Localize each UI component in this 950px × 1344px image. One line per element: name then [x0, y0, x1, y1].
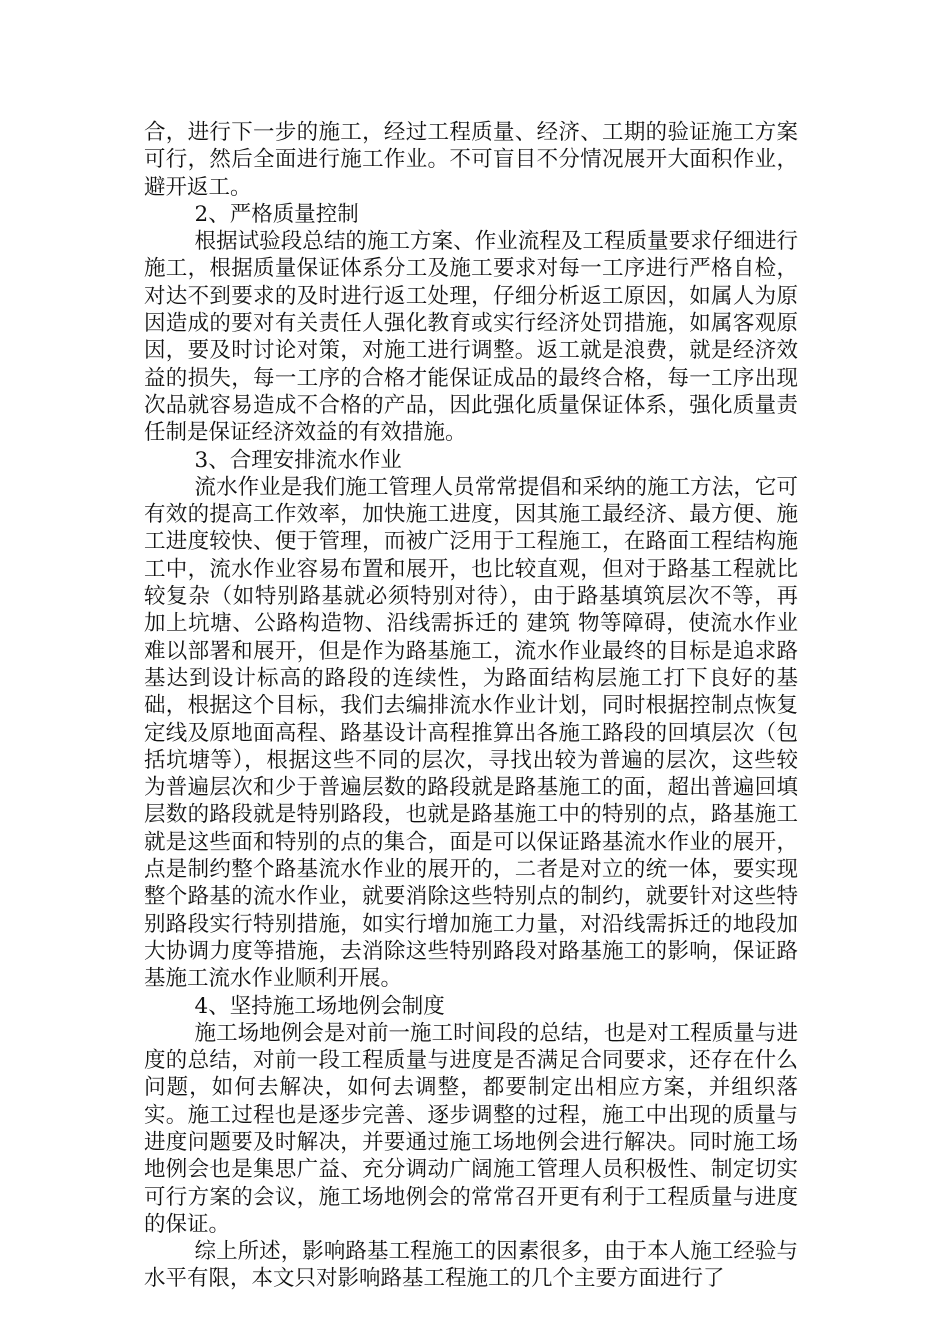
document-page: [144, 119, 798, 1293]
paragraph-site-meeting: 施工场地例会是对前一施工时间段的总结，也是对工程质量与进度的总结，对前一段工程质量与进度是否满足合同要求，还存在什么问题，如何去解决，如何去调整，都要制定出相应方案，并组织落实。施工过程也是逐步完善、逐步调整的过程，施工中出现的质量与进度问题要及时解决，并要通过施工场地例会进行解决。同时施工场地例会也是集思广益、充分调动广阔施工管理人员积极性、制定切实可行方案的会议，施工场地例会的常常召开更有利于工程质量与进度的保证。: [144, 1020, 798, 1237]
paragraph-continuation: 合，进行下一步的施工，经过工程质量、经济、工期的验证施工方案可行，然后全面进行施工作业。不可盲目不分情况展开大面积作业，避开返工。: [144, 120, 798, 200]
section-heading-quality-control: 2、严格质量控制: [194, 201, 359, 227]
section-heading-flow-operation: 3、合理安排流水作业: [194, 447, 402, 473]
paragraph-flow-operation: 流水作业是我们施工管理人员常常提倡和采纳的施工方法，它可有效的提高工作效率，加快施工进度，因其施工最经济、最方便、施工进度较快、便于管理，而被广泛用于工程施工，在路面工程结构施工中，流水作业容易布置和展开，也比较直观，但对于路基工程就比较复杂（如特别路基就必须特别对待），由于路基填筑层次不等，再加上坑塘、公路构造物、沿线需拆迁的 建筑 物等障碍，使流水作业难以部署和展开，但是作为路基施工，流水作业最终的目标是追求路基达到设计标高的路段的连续性，为路面结构层施工打下良好的基础，根据这个目标，我们去编排流水作业计划，同时根据控制点恢复定线及原地面高程、路基设计高程推算出各施工路段的回填层次（包括坑塘等），根据这些不同的层次，寻找出较为普遍的层次，这些较为普遍层次和少于普遍层数的路段就是路基施工的面，超出普遍回填层数的路段就是特别路段，也就是路基施工中的特别的点，路基施工就是这些面和特别的点的集合，面是可以保证路基流水作业的展开，点是制约整个路基流水作业的展开的，二者是对立的统一体，要实现整个路基的流水作业，就要消除这些特别点的制约，就要针对这些特别路段实行特别措施，如实行增加施工力量，对沿线需拆迁的地段加大协调力度等措施，去消除这些特别路段对路基施工的影响，保证路基施工流水作业顺利开展。: [144, 474, 798, 992]
paragraph-quality-control: 根据试验段总结的施工方案、作业流程及工程质量要求仔细进行施工，根据质量保证体系分工及施工要求对每一工序进行严格自检，对达不到要求的及时进行返工处理，仔细分析返工原因，如属人为原因造成的要对有关责任人强化教育或实行经济处罚措施，如属客观原因，要及时讨论对策，对施工进行调整。返工就是浪费，就是经济效益的损失，每一工序的合格才能保证成品的最终合格，每一工序出现次品就容易造成不合格的产品，因此强化质量保证体系，强化质量责任制是保证经济效益的有效措施。: [144, 229, 798, 446]
paragraph-conclusion: 综上所述，影响路基工程施工的因素很多，由于本人施工经验与水平有限，本文只对影响路基工程施工的几个主要方面进行了: [144, 1239, 798, 1292]
section-heading-site-meeting: 4、坚持施工场地例会制度: [194, 993, 445, 1019]
